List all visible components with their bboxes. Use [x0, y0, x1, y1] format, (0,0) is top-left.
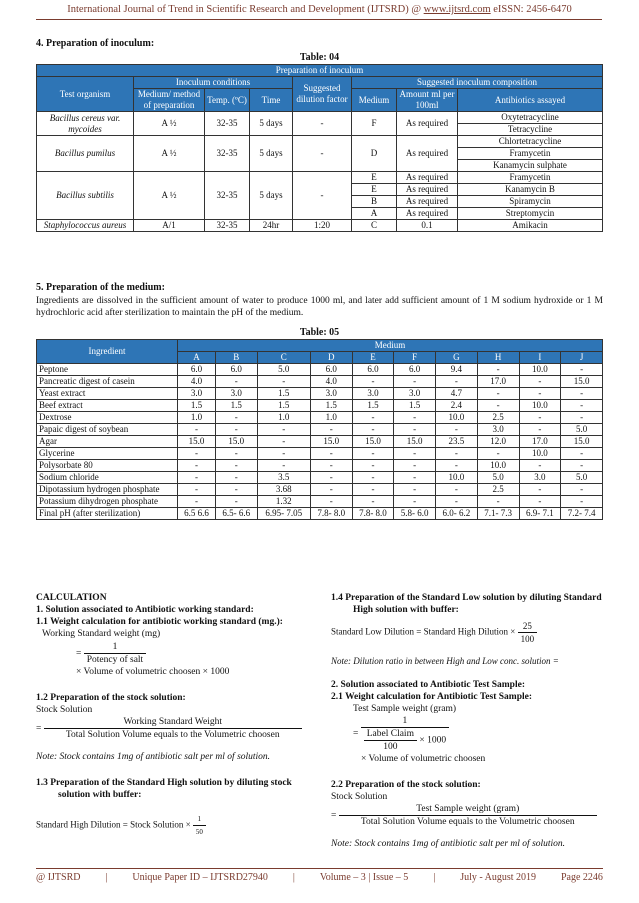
t4-r1-ab1: Oxytetracycline — [458, 112, 603, 124]
t5-ingredient: Sodium chloride — [37, 472, 178, 484]
t5-ingredient: Yeast extract — [37, 388, 178, 400]
t5-cell: 23.5 — [436, 436, 478, 448]
tsw-fraction — [361, 715, 449, 753]
t5-cell: 3.0 — [394, 388, 436, 400]
ws-vol: × Volume of volumetric choosen × 1000 — [76, 667, 230, 677]
sld-den: 100 — [520, 634, 535, 644]
t5-row — [37, 460, 603, 472]
t4-r1-med: A ½ — [134, 112, 205, 136]
t5-cell: - — [436, 460, 478, 472]
footer-rule — [36, 868, 603, 869]
left-note: Note: Stock contains 1mg of antibiotic salt per ml of solution. — [36, 752, 271, 762]
t5-cell: 6.0 — [215, 364, 257, 376]
t4-r2-ab2: Framycetin — [458, 148, 603, 160]
footer-sep-1: | — [105, 872, 108, 883]
t5-cell: 1.5 — [352, 400, 394, 412]
t5-cell: 7.8- 8.0 — [310, 508, 352, 520]
t4-h-medium: Medium — [352, 89, 397, 112]
t5-row — [37, 508, 603, 520]
t5-cell: 1.5 — [310, 400, 352, 412]
s2-heading: 2. Solution associated to Antibiotic Test Sample: — [331, 680, 525, 690]
t5-row — [37, 472, 603, 484]
tsw-num: 1 — [361, 715, 449, 728]
t4-r2-amt: As required — [397, 136, 458, 172]
t5-cell: 4.0 — [310, 376, 352, 388]
t5-cell: - — [519, 460, 561, 472]
t4-r3-s3-ab: Streptomycin — [458, 208, 603, 220]
t5-cell: - — [178, 484, 216, 496]
tsw-den — [361, 728, 449, 753]
t5-ingredient: Final pH (after sterilization) — [37, 508, 178, 520]
t5-cell: 10.0 — [519, 400, 561, 412]
lc-den: 100 — [383, 742, 398, 752]
ws-fraction — [84, 641, 146, 666]
t5-cell: 15.0 — [178, 436, 216, 448]
t5-cell: - — [561, 448, 603, 460]
t5-cell: 6.0 — [394, 364, 436, 376]
t5-row — [37, 400, 603, 412]
t4-h-amt: Amount ml per 100ml — [397, 89, 458, 112]
t5-cell: 10.0 — [519, 448, 561, 460]
t4-r2-ab3: Kanamycin sulphate — [458, 160, 603, 172]
t5-cell: - — [436, 424, 478, 436]
t5-cell: 17.0 — [477, 376, 519, 388]
calc-heading: CALCULATION — [36, 593, 107, 603]
table-4 — [36, 64, 603, 232]
t5-cell: 5.0 — [561, 472, 603, 484]
shd-num: 1 — [193, 813, 206, 826]
t5-cell: 1.5 — [257, 400, 310, 412]
t5-cell: 17.0 — [519, 436, 561, 448]
t5-cell: - — [436, 496, 478, 508]
t5-cell: 10.0 — [519, 364, 561, 376]
t4-r4-temp: 32-35 — [205, 220, 250, 232]
t5-cell: 4.7 — [436, 388, 478, 400]
footer-date: July - August 2019 — [460, 872, 537, 883]
t5-cell: - — [215, 448, 257, 460]
t5-cell: - — [561, 400, 603, 412]
t4-r1-amt: As required — [397, 112, 458, 136]
t5-cell: 15.0 — [561, 436, 603, 448]
t5-cell: 5.0 — [257, 364, 310, 376]
table-4-caption: Table: 04 — [299, 52, 340, 63]
footer-volume: Volume – 3 | Issue – 5 — [319, 872, 409, 883]
t5-cell: - — [519, 388, 561, 400]
s1-heading: 1. Solution associated to Antibiotic working standard: — [36, 605, 254, 615]
right-note-2: Note: Stock contains 1mg of antibiotic salt per ml of solution. — [331, 839, 566, 849]
t5-cell: - — [215, 484, 257, 496]
t5-ingredient: Papaic digest of soybean — [37, 424, 178, 436]
t4-h-ab: Antibiotics assayed — [458, 89, 603, 112]
t5-cell: 7.8- 8.0 — [352, 508, 394, 520]
t5-cell: - — [561, 364, 603, 376]
t4-r3-time: 5 days — [250, 172, 293, 220]
t5-cell: - — [178, 472, 216, 484]
t5-cell: - — [178, 460, 216, 472]
t5-ingredient: Glycerine — [37, 448, 178, 460]
t4-title: Preparation of inoculum — [37, 65, 603, 77]
t5-cell: - — [352, 412, 394, 424]
t5-ingredient: Beef extract — [37, 400, 178, 412]
t5-cell: 2.4 — [436, 400, 478, 412]
ws-formula: = $\frac{1}{\text{Potency of salt}}$ — [36, 641, 308, 666]
running-header — [0, 4, 639, 15]
t5-cell: - — [436, 448, 478, 460]
t5-cell: 12.0 — [477, 436, 519, 448]
t4-r2-temp: 32-35 — [205, 136, 250, 172]
t5-cell: - — [436, 376, 478, 388]
t5-cell: - — [519, 496, 561, 508]
t5-cell: 1.0 — [257, 412, 310, 424]
table-5 — [36, 339, 603, 520]
t5-cell: 6.5- 6.6 — [215, 508, 257, 520]
t5-cell: 3.0 — [352, 388, 394, 400]
ws-num: 1 — [84, 641, 146, 654]
t5-cell: - — [477, 388, 519, 400]
t5-cell: - — [257, 460, 310, 472]
stock-fraction — [44, 716, 302, 741]
t4-r2-time: 5 days — [250, 136, 293, 172]
t4-r1-time: 5 days — [250, 112, 293, 136]
t4-r4-org: Staphylococcus aureus — [37, 220, 134, 232]
footer-journal: @ IJTSRD — [36, 872, 81, 883]
t5-ingredient: Dipotassium hydrogen phosphate — [37, 484, 178, 496]
t5-cell: - — [215, 460, 257, 472]
t4-r2-dil: - — [293, 136, 352, 172]
t5-cell: - — [257, 376, 310, 388]
t4-r3-s0-ab: Framycetin — [458, 172, 603, 184]
t4-r2-m: D — [352, 136, 397, 172]
t5-cell: - — [477, 496, 519, 508]
t5-cell: - — [394, 376, 436, 388]
t5-cell: 6.95- 7.05 — [257, 508, 310, 520]
ws-den: Potency of salt — [86, 655, 144, 665]
t5-row — [37, 424, 603, 436]
t5-cell: - — [519, 424, 561, 436]
t5-col-header: G — [436, 352, 478, 364]
t5-cell: 6.0 — [310, 364, 352, 376]
tsw-label: Test Sample weight (gram) — [353, 704, 457, 714]
t5-row — [37, 412, 603, 424]
t5-cell: 15.0 — [310, 436, 352, 448]
t5-col-header: F — [394, 352, 436, 364]
t5-ingredient: Peptone — [37, 364, 178, 376]
t5-cell: 9.4 — [436, 364, 478, 376]
t4-r3-dil: - — [293, 172, 352, 220]
t5-cell: - — [352, 496, 394, 508]
t4-r3-s0-amt: As required — [397, 172, 458, 184]
t4-r3-s0-m: E — [352, 172, 397, 184]
stock-formula-2: = $\frac{\text{Test Sample weight (gram)}}{\text{Total Solution Volume equals to the Volumetric choosen}}$ — [331, 803, 603, 828]
right-note-1: Note: Dilution ratio in between High and Low conc. solution = — [331, 656, 559, 666]
t5-cell: 6.0 — [352, 364, 394, 376]
section-5-text: Ingredients are dissolved in the sufficient amount of water to produce 1000 ml, and later add sufficient amount of 1 M sodium hydroxide or 1 M hydrochloric acid after sterilization to maintain the pH of the medium. — [36, 296, 603, 318]
t4-h-org: Test organism — [37, 77, 134, 112]
t4-r3-s3-amt: As required — [397, 208, 458, 220]
t4-h-comp: Suggested inoculum composition — [352, 77, 603, 89]
t5-cell: 10.0 — [436, 412, 478, 424]
t5-cell: - — [394, 484, 436, 496]
t4-r4-time: 24hr — [250, 220, 293, 232]
t4-h-temp: Temp. (ºC) — [205, 89, 250, 112]
s22-heading: 2.2 Preparation of the stock solution: — [331, 780, 481, 790]
t5-cell: 10.0 — [436, 472, 478, 484]
t5-col-header: D — [310, 352, 352, 364]
t4-r3-s2-amt: As required — [397, 196, 458, 208]
footer-sep-2: | — [292, 872, 295, 883]
t4-r3-s1-amt: As required — [397, 184, 458, 196]
t5-cell: - — [352, 484, 394, 496]
t4-r1-dil: - — [293, 112, 352, 136]
t4-h-dil: Suggested dilution factor — [293, 77, 352, 112]
header-prefix: International Journal of Trend in Scientific Research and Development (IJTSRD) @ — [67, 4, 424, 15]
t5-cell: 15.0 — [352, 436, 394, 448]
tsw-formula: = 1 $\frac{\text{Label Claim}}{100}$ × 1000 — [331, 715, 603, 753]
t5-cell: 15.0 — [215, 436, 257, 448]
header-suffix: eISSN: 2456-6470 — [490, 4, 572, 15]
t5-cell: 1.5 — [215, 400, 257, 412]
t4-r4-m: C — [352, 220, 397, 232]
t5-cell: 4.0 — [178, 376, 216, 388]
t5-ingredient: Pancreatic digest of casein — [37, 376, 178, 388]
t5-cell: 1.32 — [257, 496, 310, 508]
t4-r3-temp: 32-35 — [205, 172, 250, 220]
t5-cell: - — [352, 424, 394, 436]
shd-text: Standard High Dilution = Stock Solution × — [36, 819, 191, 830]
left-column — [36, 592, 308, 838]
t5-cell: 1.0 — [310, 412, 352, 424]
s11-heading: 1.1 Weight calculation for antibiotic working standard (mg.): — [36, 617, 283, 627]
footer-sep-3: | — [433, 872, 436, 883]
t5-cell: - — [178, 448, 216, 460]
t5-cell: - — [310, 472, 352, 484]
t5-ingredient: Dextrose — [37, 412, 178, 424]
header-rule — [36, 19, 602, 20]
t5-cell: 3.68 — [257, 484, 310, 496]
t4-h-med: Medium/ method of preparation — [134, 89, 205, 112]
t5-cell: - — [215, 376, 257, 388]
t5-cell: - — [352, 472, 394, 484]
t4-r3-s2-m: B — [352, 196, 397, 208]
t5-cell: 3.5 — [257, 472, 310, 484]
t4-r4-amt: 0.1 — [397, 220, 458, 232]
t5-cell: - — [310, 424, 352, 436]
t5-cell: 5.0 — [477, 472, 519, 484]
t5-col-header: A — [178, 352, 216, 364]
t5-cell: - — [561, 460, 603, 472]
shd-fraction — [193, 813, 206, 838]
t5-col-header: I — [519, 352, 561, 364]
t5-cell: - — [215, 496, 257, 508]
t5-cell: 1.5 — [257, 388, 310, 400]
t4-h-cond: Inoculum conditions — [134, 77, 293, 89]
sld-fraction — [518, 620, 538, 645]
t5-cell: 3.0 — [519, 472, 561, 484]
t4-r3-org: Bacillus subtilis — [37, 172, 134, 220]
t5-col-header: H — [477, 352, 519, 364]
t5-cell: 2.5 — [477, 412, 519, 424]
t5-cell: - — [394, 412, 436, 424]
t4-r3-s3-m: A — [352, 208, 397, 220]
footer — [36, 872, 603, 883]
stock2-den: Total Solution Volume equals to the Volumetric choosen — [360, 817, 575, 827]
t5-cell: - — [519, 412, 561, 424]
t5-row — [37, 376, 603, 388]
t5-cell: - — [394, 460, 436, 472]
t5-cell: 6.0 — [178, 364, 216, 376]
sld-text: Standard Low Dilution = Standard High Dilution × — [331, 626, 516, 637]
section-5-heading: 5. Preparation of the medium: — [36, 282, 165, 293]
t4-r1-ab2: Tetracycline — [458, 124, 603, 136]
ws-label: Working Standard weight (mg) — [42, 629, 161, 639]
t4-h-time: Time — [250, 89, 293, 112]
s12-heading: 1.2 Preparation of the stock solution: — [36, 693, 186, 703]
t5-cell: 6.5 6.6 — [178, 508, 216, 520]
t5-cell: - — [477, 400, 519, 412]
s14-heading: 1.4 Preparation of the Standard Low solution by diluting Standard High solution with buffer: — [331, 593, 602, 615]
t5-cell: - — [352, 448, 394, 460]
t5-cell: 10.0 — [477, 460, 519, 472]
t4-r3-med: A ½ — [134, 172, 205, 220]
t4-r1-org: Bacillus cereus var. mycoides — [37, 112, 134, 136]
t5-ingredient: Potassium dihydrogen phosphate — [37, 496, 178, 508]
t5-cell: - — [257, 424, 310, 436]
tsw-vol: × Volume of volumetric choosen — [361, 754, 486, 764]
footer-page: Page 2246 — [560, 872, 603, 883]
t5-cell: - — [561, 388, 603, 400]
t4-r3-s1-m: E — [352, 184, 397, 196]
t5-cell: - — [394, 472, 436, 484]
t5-col-header: E — [352, 352, 394, 364]
t5-cell: 1.5 — [394, 400, 436, 412]
lc-fraction — [364, 728, 417, 753]
t4-r4-med: A/1 — [134, 220, 205, 232]
stock-label: Stock Solution — [36, 705, 93, 715]
stock-den: Total Solution Volume equals to the Volumetric choosen — [65, 730, 280, 740]
t5-col-header: C — [257, 352, 310, 364]
t5-cell: - — [561, 484, 603, 496]
t5-cell: - — [215, 412, 257, 424]
t5-cell: 6.9- 7.1 — [519, 508, 561, 520]
t5-cell: - — [178, 496, 216, 508]
t5-cell: 3.0 — [215, 388, 257, 400]
t5-cell: - — [257, 448, 310, 460]
t5-cell: - — [352, 376, 394, 388]
stock-formula: = $\frac{\text{Working Standard Weight}}{\text{Total Solution Volume equals to the Volumetric choosen}}$ — [36, 716, 308, 741]
t4-r4-dil: 1:20 — [293, 220, 352, 232]
t5-cell: - — [352, 460, 394, 472]
x1000: × 1000 — [419, 735, 447, 746]
t4-r3-s1-ab: Kanamycin B — [458, 184, 603, 196]
t5-cell: 3.0 — [178, 388, 216, 400]
t5-row — [37, 448, 603, 460]
t5-cell: 5.0 — [561, 424, 603, 436]
t4-r2-org: Bacillus pumilus — [37, 136, 134, 172]
t5-cell: 5.8- 6.0 — [394, 508, 436, 520]
t5-cell: 15.0 — [394, 436, 436, 448]
t5-h-ing: Ingredient — [37, 340, 178, 364]
stock2-fraction — [339, 803, 597, 828]
t5-cell: - — [394, 424, 436, 436]
t5-cell: - — [310, 448, 352, 460]
t5-ingredient: Agar — [37, 436, 178, 448]
t5-cell: 6.0- 6.2 — [436, 508, 478, 520]
footer-paper-id: Unique Paper ID – IJTSRD27940 — [132, 872, 268, 883]
section-4-heading: 4. Preparation of inoculum: — [36, 38, 155, 49]
t5-cell: - — [561, 496, 603, 508]
t5-cell: - — [519, 484, 561, 496]
sld-num: 25 — [518, 620, 538, 633]
t5-cell: 1.0 — [178, 412, 216, 424]
header-link[interactable]: www.ijtsrd.com — [423, 4, 491, 15]
t5-row — [37, 436, 603, 448]
stock-label-2: Stock Solution — [331, 792, 388, 802]
t5-cell: - — [310, 496, 352, 508]
t5-cell: 15.0 — [561, 376, 603, 388]
shd-den: 50 — [195, 828, 203, 836]
t5-cell: - — [436, 484, 478, 496]
t5-cell: - — [394, 496, 436, 508]
t5-cell: - — [477, 364, 519, 376]
stock-num: Working Standard Weight — [44, 716, 302, 729]
t4-r3-s2-ab: Spiramycin — [458, 196, 603, 208]
t5-cell: - — [257, 436, 310, 448]
shd-formula — [36, 813, 308, 838]
t5-cell: 3.0 — [310, 388, 352, 400]
t5-cell: - — [394, 448, 436, 460]
t5-cell: 1.5 — [178, 400, 216, 412]
t5-cell: - — [519, 376, 561, 388]
t5-cell: - — [310, 484, 352, 496]
t5-row — [37, 496, 603, 508]
t5-cell: 2.5 — [477, 484, 519, 496]
t5-cell: 7.2- 7.4 — [561, 508, 603, 520]
t5-cell: 7.1- 7.3 — [477, 508, 519, 520]
t5-h-medium: Medium — [178, 340, 603, 352]
t5-col-header: B — [215, 352, 257, 364]
t4-r4-ab1: Amikacin — [458, 220, 603, 232]
s21-heading: 2.1 Weight calculation for Antibiotic Test Sample: — [331, 692, 533, 702]
t5-cell: - — [561, 412, 603, 424]
t5-row — [37, 484, 603, 496]
t5-cell: - — [310, 460, 352, 472]
t5-cell: - — [477, 448, 519, 460]
t5-row — [37, 364, 603, 376]
t5-cell: - — [215, 424, 257, 436]
t4-r1-temp: 32-35 — [205, 112, 250, 136]
t4-r2-ab1: Chlortetracycline — [458, 136, 603, 148]
s13-heading: 1.3 Preparation of the Standard High solution by diluting stock solution with buffer: — [36, 778, 292, 800]
table-5-caption: Table: 05 — [299, 327, 340, 338]
lc-num: Label Claim — [364, 728, 417, 741]
right-column — [331, 592, 603, 850]
t4-r1-m: F — [352, 112, 397, 136]
t5-row — [37, 388, 603, 400]
t5-cell: 3.0 — [477, 424, 519, 436]
sld-formula — [331, 620, 603, 645]
t5-cell: - — [178, 424, 216, 436]
t4-r2-med: A ½ — [134, 136, 205, 172]
stock2-num: Test Sample weight (gram) — [339, 803, 597, 816]
t5-col-header: J — [561, 352, 603, 364]
t5-ingredient: Polysorbate 80 — [37, 460, 178, 472]
t5-cell: - — [215, 472, 257, 484]
